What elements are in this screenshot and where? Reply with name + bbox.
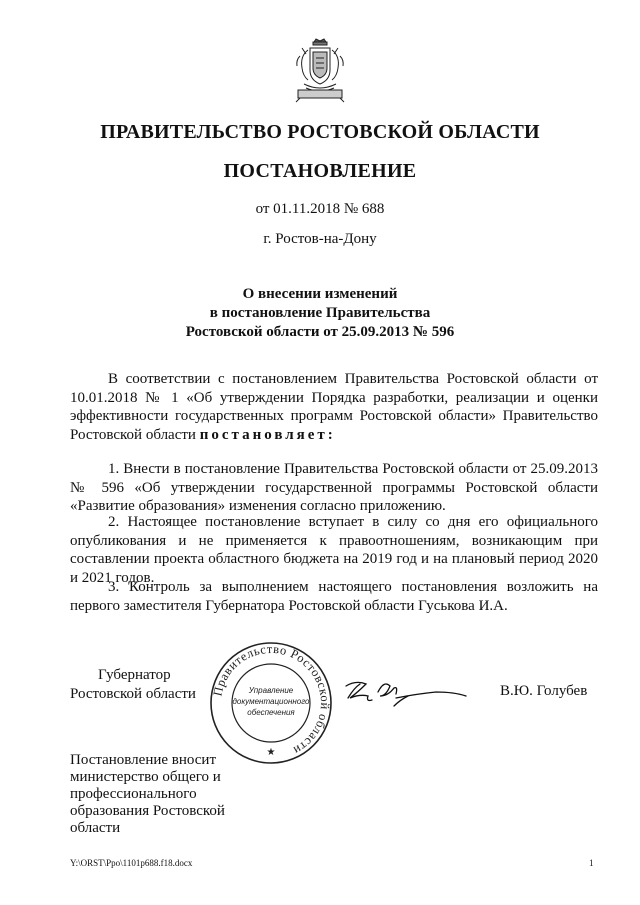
coat-of-arms-icon (292, 38, 348, 104)
signatory-name: В.Ю. Голубев (500, 683, 588, 699)
decree-word: постановляет: (199, 426, 336, 443)
footer-file-path: Y:\ORST\Ppo\1101p688.f18.docx (70, 858, 193, 868)
item-2-paragraph: 2. Настоящее постановление вступает в силу со дня его официального опубликования и не применяется к правоотношениям, возникающим при составлении проекта областного бюджета на 2019 год и на плановый период 2020 и 2021 годов. (70, 514, 598, 586)
signatory-title-line: Губернатор (98, 667, 171, 683)
document-date-number: от 01.11.2018 № 688 (255, 201, 385, 217)
signatory-title (70, 666, 205, 704)
subject-line: в постановление Правительства (209, 305, 431, 321)
preamble-text: В соответствии с постановлением Правительства Ростовской области от 10.01.2018 № 1 «Об утверждении Порядка разработки, реализации и оценки эффективности государственных программ Ростовской области» Правительство Ростовской области (70, 371, 598, 443)
item-3-paragraph: 3. Контроль за выполнением настоящего постановления возложить на первого заместителя Губернатора Ростовской области Гуськова И.А. (70, 579, 598, 614)
seal-center-line: Управление (248, 686, 294, 695)
page-number: 1 (589, 858, 594, 868)
subject-line: Ростовской области от 25.09.2013 № 596 (185, 324, 455, 340)
seal-ring-text: Правительство Ростовской области (210, 641, 333, 758)
document-city: г. Ростов-на-Дону (263, 231, 377, 247)
preamble-paragraph (70, 370, 598, 444)
official-seal-icon (208, 640, 334, 766)
handwritten-signature-icon (338, 672, 478, 712)
signatory-title-line: Ростовской области (70, 686, 196, 702)
document-subject (0, 285, 640, 342)
submitted-by-note: Постановление вносит министерство общего и профессионального образования Ростовской области (70, 752, 225, 836)
subject-line: О внесении изменений (242, 286, 398, 302)
document-type: ПОСТАНОВЛЕНИЕ (223, 160, 417, 182)
seal-center-line: обеспечения (247, 708, 295, 717)
item-1-paragraph: 1. Внести в постановление Правительства Ростовской области от 25.09.2013 № 596 «Об утверждении государственной программы Ростовской области «Развитие образования» изменения согласно приложению. (70, 461, 598, 514)
seal-center-line: документационного (232, 697, 310, 706)
seal-star-icon: ★ (266, 747, 276, 758)
organization-name: ПРАВИТЕЛЬСТВО РОСТОВСКОЙ ОБЛАСТИ (100, 121, 540, 143)
